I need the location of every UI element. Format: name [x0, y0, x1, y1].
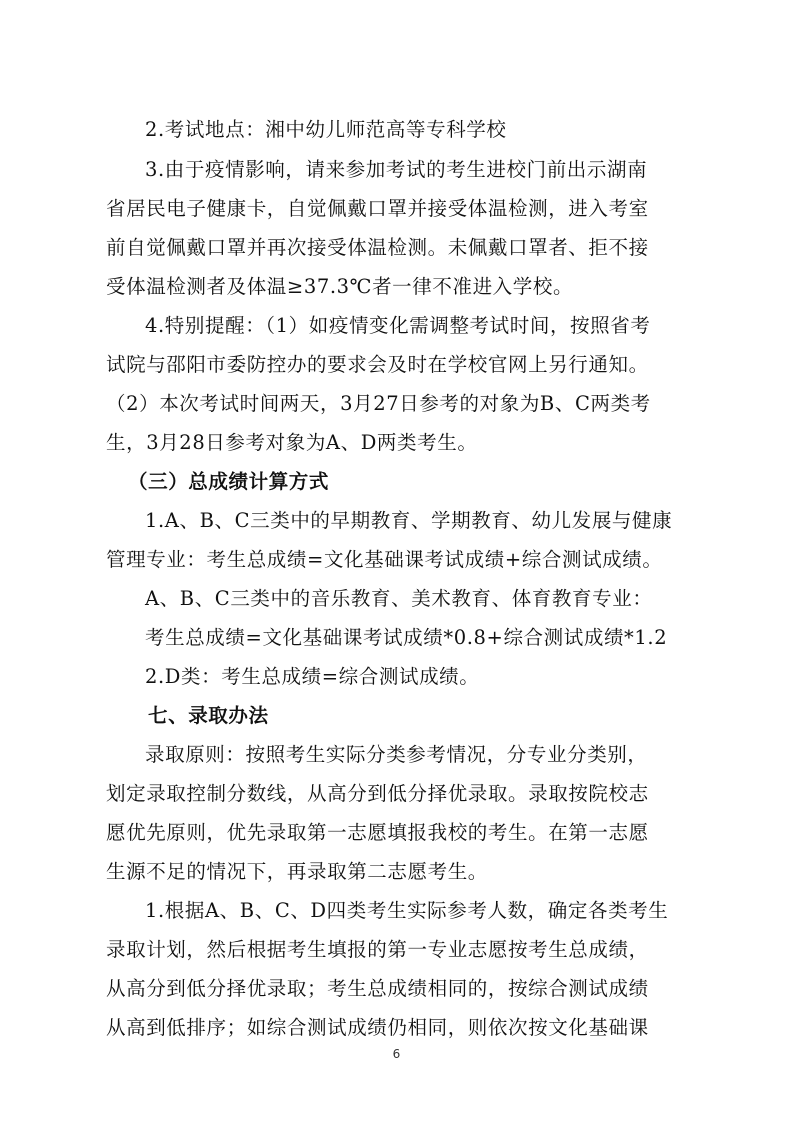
epidemic-notice-line-2: 省居民电子健康卡，自觉佩戴口罩并接受体温检测，进入考室 [106, 197, 649, 220]
admission-principle-line-2: 划定录取控制分数线，从高分到低分择优录取。录取按院校志 [106, 782, 649, 805]
exam-location-line: 2.考试地点：湘中幼儿师范高等专科学校 [145, 118, 507, 141]
score-rule-line-2: 管理专业：考生总成绩=文化基础课考试成绩+综合测试成绩。 [106, 548, 663, 571]
admission-rule-line-2: 录取计划，然后根据考生填报的第一专业志愿按考生总成绩， [106, 938, 649, 961]
special-reminder-line-1: 4.特别提醒：（1）如疫情变化需调整考试时间，按照省考 [145, 314, 651, 337]
admission-rule-line-4: 从高到低排序；如综合测试成绩仍相同，则依次按文化基础课 [106, 1016, 649, 1039]
score-rule-d-line: 2.D类：考生总成绩=综合测试成绩。 [145, 665, 480, 688]
admission-principle-line-1: 录取原则：按照考生实际分类参考情况，分专业分类别， [145, 743, 648, 766]
section-heading-admission: 七、录取办法 [148, 704, 269, 727]
score-rule-line-1: 1.A、B、C三类中的早期教育、学期教育、幼儿发展与健康 [145, 509, 673, 532]
admission-principle-line-4: 生源不足的情况下，再录取第二志愿考生。 [106, 860, 488, 883]
score-formula-line: 考生总成绩=文化基础课考试成绩*0.8+综合测试成绩*1.2 [145, 626, 668, 649]
score-rule-line-3: A、B、C三类中的音乐教育、美术教育、体育教育专业： [145, 587, 653, 610]
special-reminder-line-3: （2）本次考试时间两天，3月27日参考的对象为B、C两类考 [106, 392, 651, 415]
admission-principle-line-3: 愿优先原则，优先录取第一志愿填报我校的考生。在第一志愿 [106, 821, 649, 844]
epidemic-notice-line-3: 前自觉佩戴口罩并再次接受体温检测。未佩戴口罩者、拒不接 [106, 236, 649, 259]
section-heading-total-score: （三）总成绩计算方式 [128, 470, 330, 493]
admission-rule-line-1: 1.根据A、B、C、D四类考生实际参考人数，确定各类考生 [145, 899, 669, 922]
epidemic-notice-line-1: 3.由于疫情影响，请来参加考试的考生进校门前出示湖南 [145, 158, 648, 181]
special-reminder-line-4: 生，3月28日参考对象为A、D两类考生。 [106, 431, 478, 454]
special-reminder-line-2: 试院与邵阳市委防控办的要求会及时在学校官网上另行通知。 [106, 353, 649, 376]
page-number: 6 [392, 1047, 401, 1061]
admission-rule-line-3: 从高分到低分择优录取；考生总成绩相同的，按综合测试成绩 [106, 977, 649, 1000]
epidemic-notice-line-4: 受体温检测者及体温≥37.3℃者一律不准进入学校。 [106, 275, 574, 298]
